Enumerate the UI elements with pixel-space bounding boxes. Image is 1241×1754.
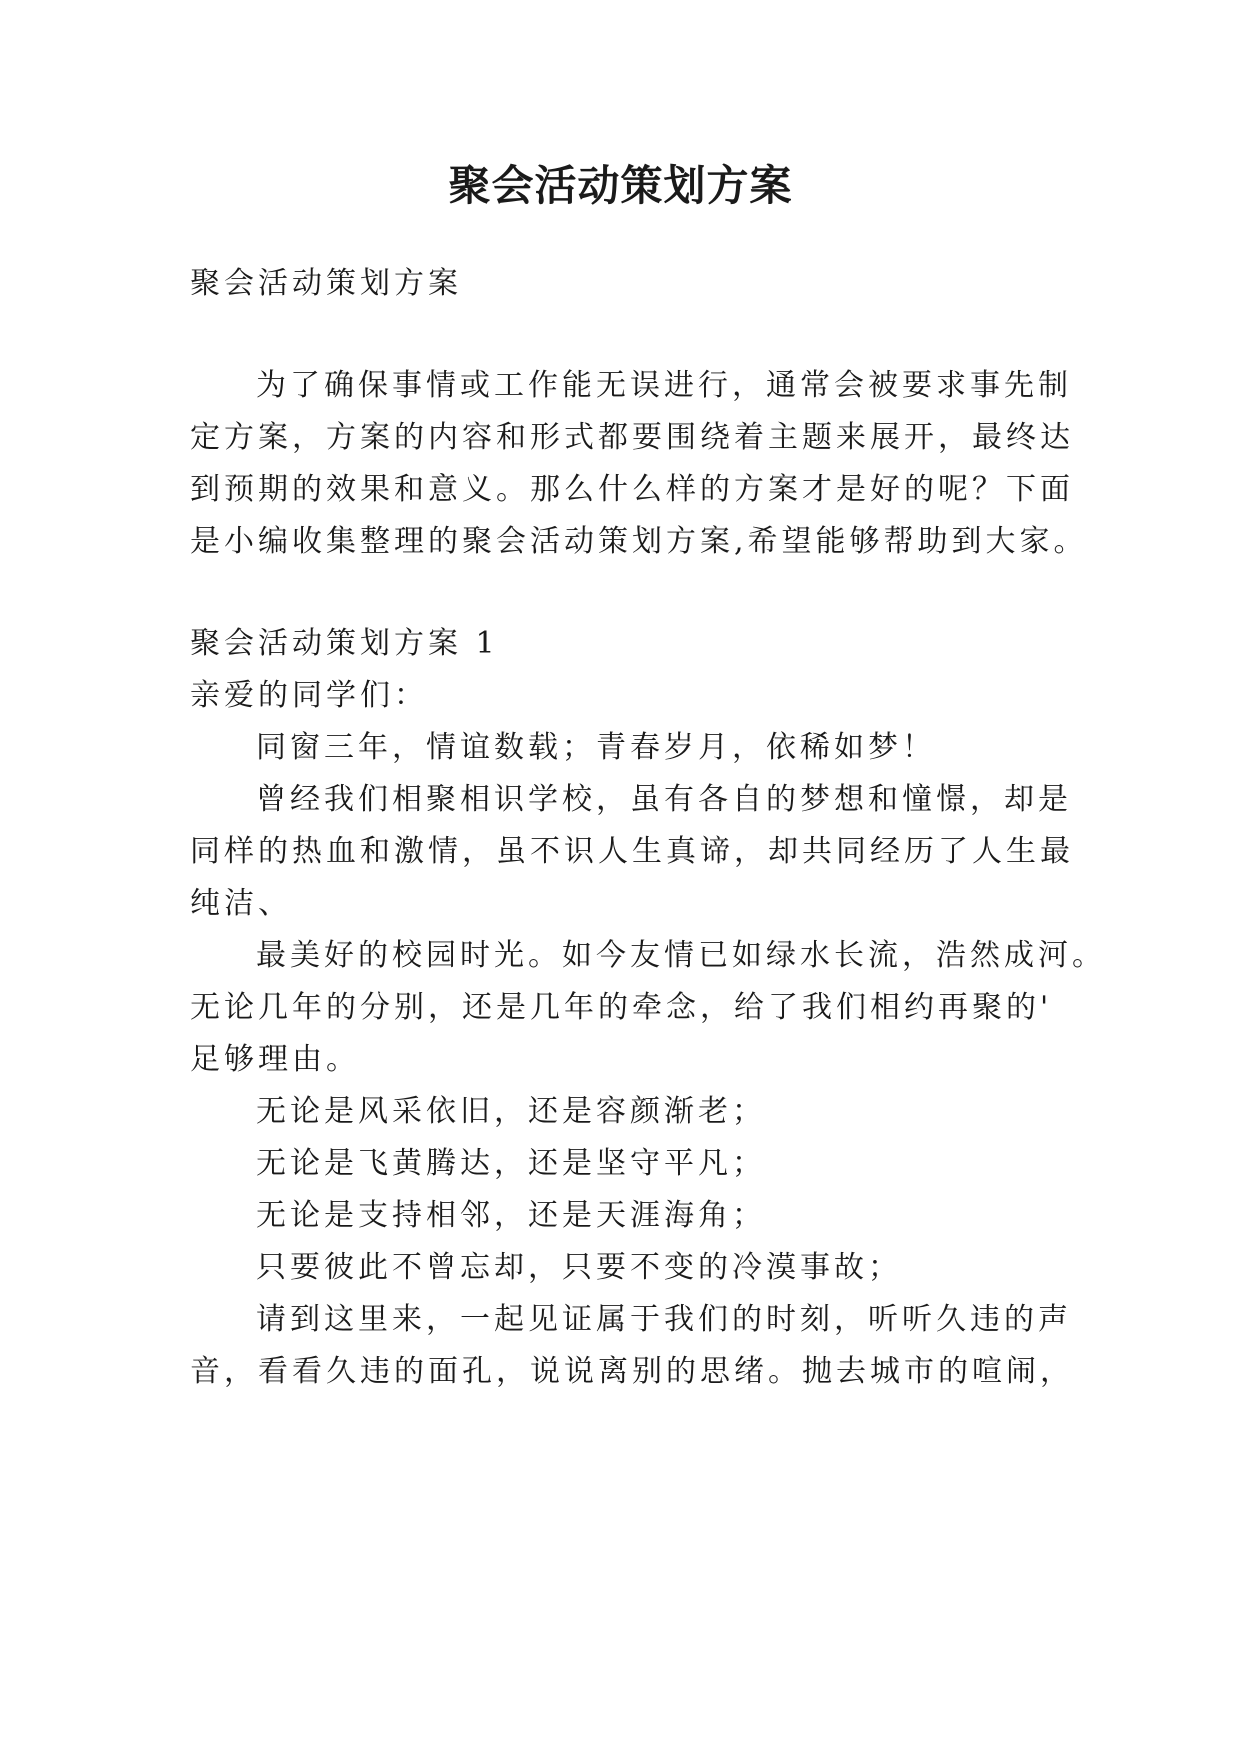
document-subtitle: 聚会活动策划方案 (190, 266, 462, 301)
intro-line-1: 为了确保事情或工作能无误进行，通常会被要求事先制 (256, 368, 1072, 403)
body-line-5: 最美好的校园时光。如今友情已如绿水长流，浩然成河。 (256, 938, 1106, 973)
document-title: 聚会活动策划方案 (448, 161, 793, 210)
body-line-9: 无论是飞黄腾达，还是坚守平凡； (256, 1146, 766, 1181)
intro-line-4: 是小编收集整理的聚会活动策划方案,希望能够帮助到大家。 (190, 524, 1088, 559)
intro-line-3: 到预期的效果和意义。那么什么样的方案才是好的呢？下面 (190, 472, 1074, 507)
body-line-11: 只要彼此不曾忘却，只要不变的冷漠事故； (256, 1250, 902, 1285)
body-line-3: 同样的热血和激情，虽不识人生真谛，却共同经历了人生最 (190, 834, 1074, 869)
section-heading: 聚会活动策划方案 1 (190, 626, 499, 661)
body-line-1: 同窗三年，情谊数载；青春岁月，依稀如梦！ (256, 730, 936, 765)
body-line-2: 曾经我们相聚相识学校，虽有各自的梦想和憧憬，却是 (256, 782, 1072, 817)
body-line-10: 无论是支持相邻，还是天涯海角； (256, 1198, 766, 1233)
body-line-12: 请到这里来，一起见证属于我们的时刻，听听久违的声 (256, 1302, 1072, 1337)
greeting: 亲爱的同学们： (190, 678, 428, 713)
body-line-4: 纯洁、 (190, 886, 292, 921)
intro-line-2: 定方案，方案的内容和形式都要围绕着主题来展开，最终达 (190, 420, 1074, 455)
body-line-13: 音，看看久违的面孔，说说离别的思绪。抛去城市的喧闹， (190, 1354, 1074, 1389)
body-line-7: 足够理由。 (190, 1042, 360, 1077)
body-line-8: 无论是风采依旧，还是容颜渐老； (256, 1094, 766, 1129)
body-line-6: 无论几年的分别，还是几年的牵念，给了我们相约再聚的' (190, 990, 1053, 1025)
